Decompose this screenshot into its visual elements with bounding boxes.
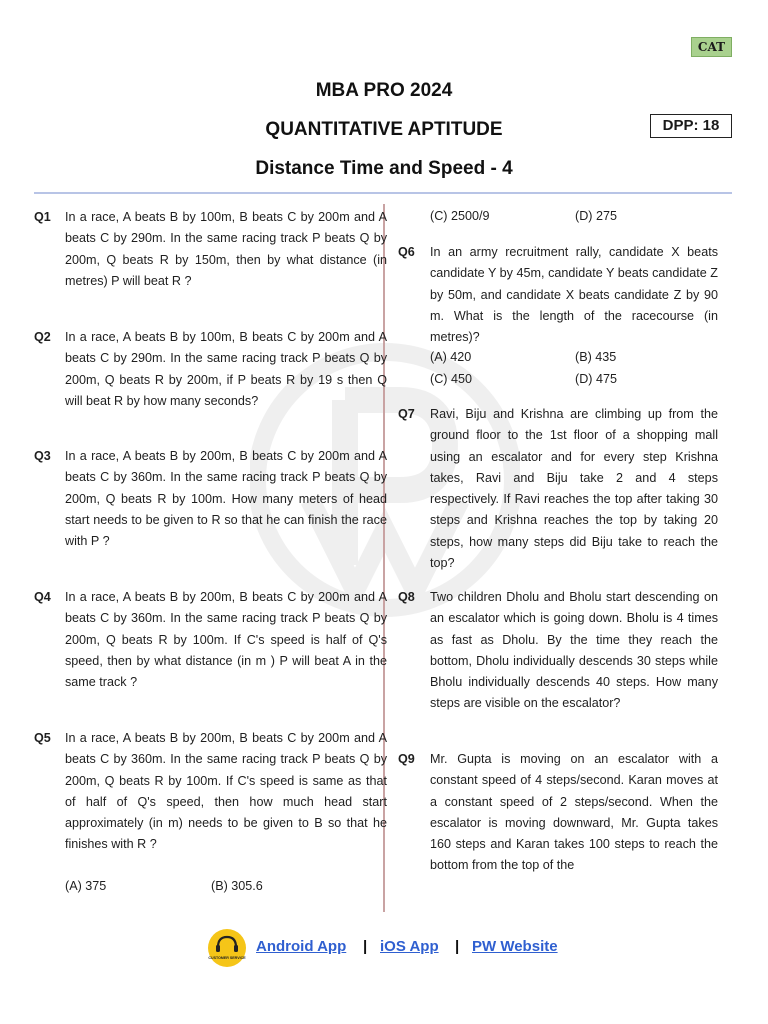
header-rule bbox=[34, 192, 732, 194]
question-number: Q6 bbox=[398, 245, 415, 259]
ios-app-link[interactable]: iOS App bbox=[380, 938, 439, 955]
question-text: Two children Dholu and Bholu start descending on an escalator which is going down. Bholu is 4 times as fast as Dholu. By the time they reach the bottom, Dholu individually descends 30 steps while Bholu individually descends 40 steps. How many steps are visible on the escalator? bbox=[430, 590, 718, 711]
question-item bbox=[34, 207, 390, 317]
question-number: Q9 bbox=[398, 752, 415, 766]
question-number: Q4 bbox=[34, 590, 51, 604]
customer-service-badge-text: CUSTOMER SERVICE bbox=[208, 956, 246, 960]
option-b: (B) 435 bbox=[575, 350, 617, 364]
option-d: (D) 275 bbox=[575, 209, 617, 223]
question-item bbox=[398, 749, 723, 879]
course-title: MBA PRO 2024 bbox=[315, 80, 453, 101]
question-number: Q8 bbox=[398, 590, 415, 604]
question-item bbox=[34, 327, 390, 437]
footer-separator: | bbox=[363, 938, 368, 955]
question-item bbox=[34, 446, 390, 576]
question-item bbox=[398, 242, 723, 352]
option-a: (A) 420 bbox=[430, 350, 472, 364]
question-item bbox=[398, 404, 723, 574]
question-number: Q2 bbox=[34, 330, 51, 344]
footer-links bbox=[0, 928, 768, 968]
option-c: (C) 450 bbox=[430, 372, 472, 386]
question-number: Q3 bbox=[34, 449, 51, 463]
question-text: In a race, A beats B by 200m, B beats C by 200m and A beats C by 360m. In the same racing track P beats Q by 200m, Q beats R by 100m. How many meters of head start needs to be given to R so that he can finish the race with P ? bbox=[65, 449, 387, 549]
customer-service-icon[interactable] bbox=[207, 928, 247, 968]
question-number: Q7 bbox=[398, 407, 415, 421]
pw-website-link[interactable]: PW Website bbox=[472, 938, 558, 955]
subject-title: QUANTITATIVE APTITUDE bbox=[265, 119, 503, 140]
exam-tag: CAT bbox=[691, 37, 732, 57]
android-app-link[interactable]: Android App bbox=[256, 938, 347, 955]
question-text: In a race, A beats B by 100m, B beats C by 200m and A beats C by 290m. In the same racing track P beats Q by 200m, Q beats R by 200m, if P beats R by 19 s then Q will beat R by how many seconds? bbox=[65, 330, 387, 408]
option-d: (D) 475 bbox=[575, 372, 617, 386]
question-item bbox=[34, 728, 390, 878]
footer-separator: | bbox=[455, 938, 460, 955]
question-text: In a race, A beats B by 100m, B beats C by 200m and A beats C by 290m. In the same racing track P beats Q by 200m, Q beats R by 150m, then by what distance (in metres) P will beat R ? bbox=[65, 210, 387, 288]
question-item bbox=[398, 587, 723, 737]
option-a: (A) 375 bbox=[65, 879, 107, 893]
question-number: Q1 bbox=[34, 210, 51, 224]
option-b: (B) 305.6 bbox=[211, 879, 263, 893]
dpp-badge: DPP: 18 bbox=[650, 114, 732, 138]
question-text: In a race, A beats B by 200m, B beats C by 200m and A beats C by 360m. In the same racing track P beats Q by 200m, Q beats R by 100m. If C's speed is same as that of half of Q's speed, then how much head start approximately (in m) needs to be given to B so that he finishes with R ? bbox=[65, 731, 387, 852]
question-item bbox=[34, 587, 390, 717]
question-text: Ravi, Biju and Krishna are climbing up from the ground floor to the 1st floor of a shopping mall using an escalator and for every step Krishna takes, Ravi and Biju take 2 and 4 steps respectively. If Ravi reaches the top after taking 30 steps and Krishna reaches the top by taking 20 steps, how many steps did Biju take to reach the top? bbox=[430, 407, 718, 571]
option-c: (C) 2500/9 bbox=[430, 209, 490, 223]
question-text: Mr. Gupta is moving on an escalator with a constant speed of 4 steps/second. Karan moves at a constant speed of 2 steps/second. When the escalator is moving downward, Mr. Gupta takes 160 steps and Karan takes 100 steps to reach the bottom from the top of the bbox=[430, 752, 718, 873]
question-text: In a race, A beats B by 200m, B beats C by 200m and A beats C by 360m. In the same racing track P beats Q by 200m, Q beats R by 100m. If C's speed is half of Q's speed, then by what distance (in m ) P will beat A in the same track ? bbox=[65, 590, 387, 690]
topic-title: Distance Time and Speed - 4 bbox=[255, 158, 513, 179]
question-number: Q5 bbox=[34, 731, 51, 745]
question-text: In an army recruitment rally, candidate X beats candidate Y by 45m, candidate Y beats candidate Z by 50m, and candidate X beats candidate Z by 90 m. What is the length of the racecourse (in metres)? bbox=[430, 245, 718, 345]
